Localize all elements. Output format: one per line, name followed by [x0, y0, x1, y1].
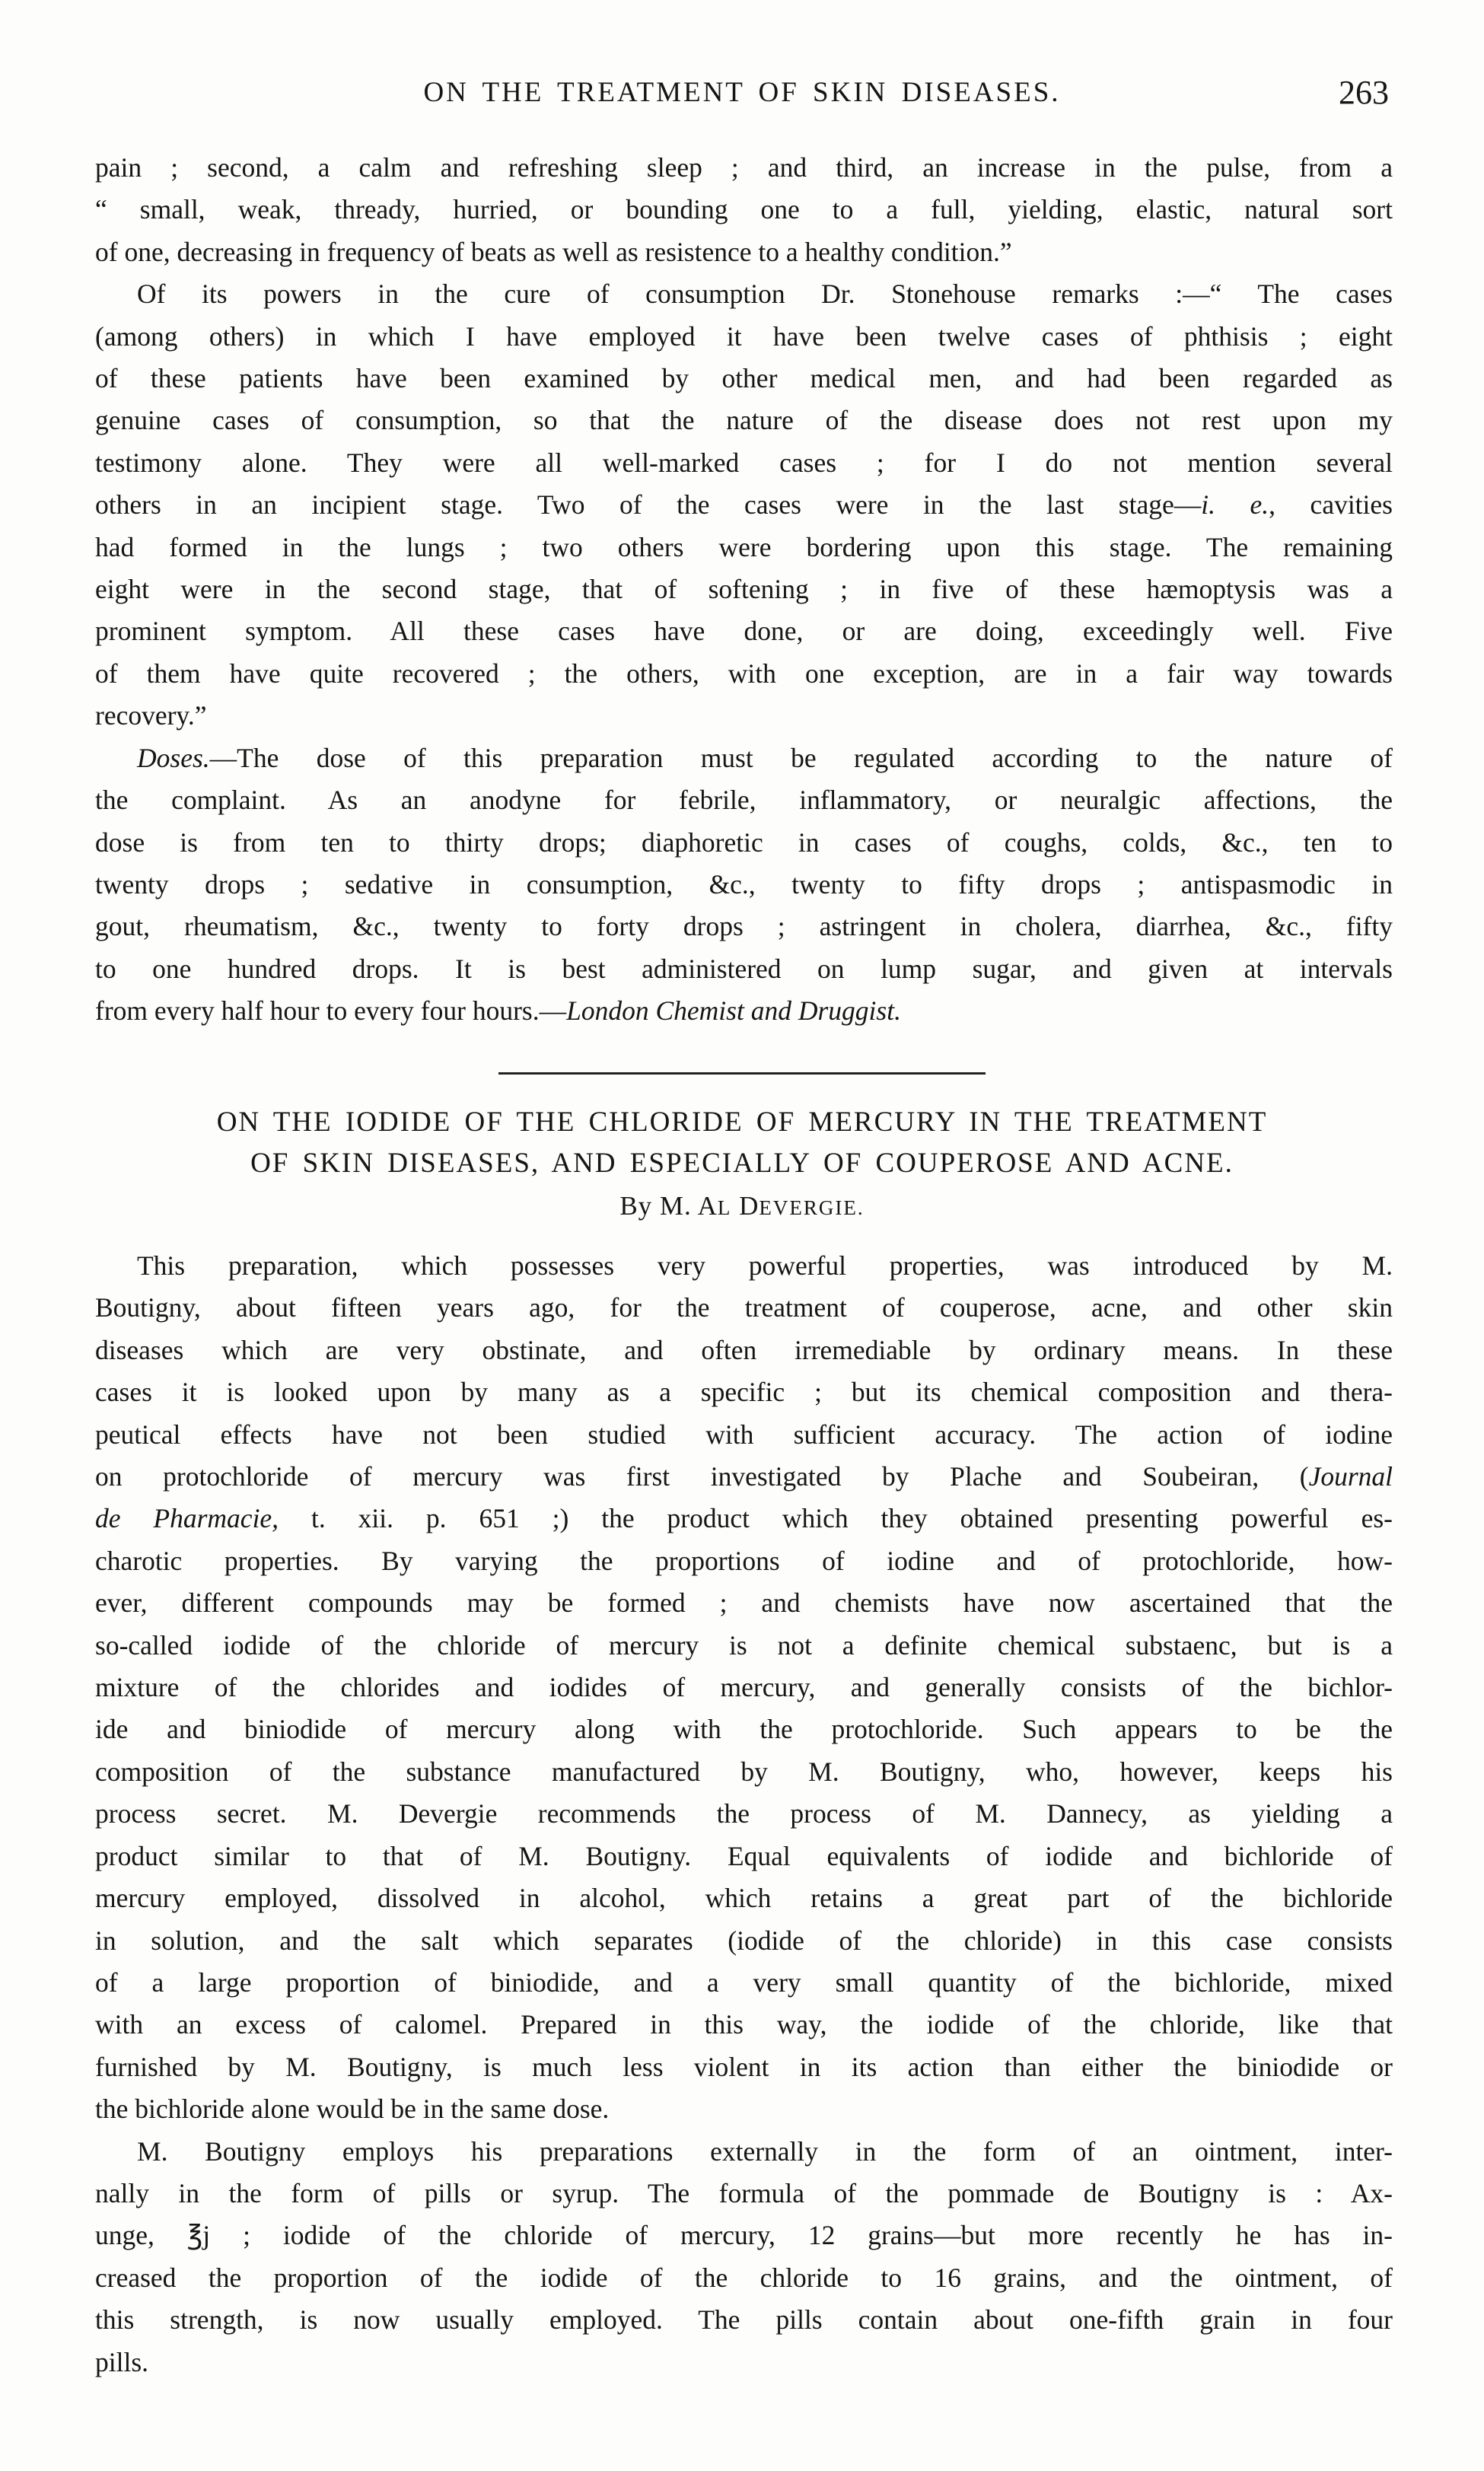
formula-paragraph	[95, 2131, 1393, 2383]
text-line	[95, 990, 1393, 1032]
text-line: nally in the form of pills or syrup. The formula of the pommade de Boutigny is : Ax-	[95, 2177, 1393, 2208]
ie-abbreviation: i. e.	[1201, 489, 1269, 521]
consumption-paragraph	[95, 273, 1393, 737]
text-line: creased the proportion of the iodide of the chloride to 16 grains, and the ointment, of	[95, 2262, 1393, 2293]
article-title-line: OF SKIN DISEASES, AND ESPECIALLY OF COUPEROSE AND ACNE.	[250, 1148, 1234, 1179]
text-line: eight were in the second stage, that of softening ; in five of these hæmoptysis was a	[95, 574, 1393, 605]
text-line: of one, decreasing in frequency of beats as well as resistence to a healthy condition.”	[95, 236, 1012, 267]
text-line: product similar to that of M. Boutigny. Equal equivalents of iodide and bichloride of	[95, 1840, 1393, 1871]
text-line: this strength, is now usually employed. The pills contain about one-fifth grain in four	[95, 2304, 1393, 2336]
text-line: mixture of the chlorides and iodides of mercury, and generally consists of the bichlor-	[95, 1672, 1393, 1703]
article-title	[0, 1102, 1484, 1184]
text-segment: —The dose of this preparation must be regulated according to the nature of	[209, 742, 1393, 773]
byline-text: EVERGIE.	[759, 1196, 865, 1219]
text-line: charotic properties. By varying the proportions of iodine and of protochloride, how-	[95, 1545, 1393, 1576]
doses-label: Doses.	[137, 742, 210, 773]
text-line	[95, 1456, 1393, 1498]
quote-paragraph	[95, 147, 1393, 273]
page-number: 263	[1339, 74, 1389, 111]
byline-text: L	[717, 1196, 732, 1219]
text-line: of a large proportion of biniodide, and a very small quantity of the bichloride, mixed	[95, 1966, 1393, 1998]
text-segment: t. xii. p. 651 ;) the product which they obtained presenting powerful es-	[279, 1503, 1393, 1534]
text-line: to one hundred drops. It is best administered on lump sugar, and given at intervals	[95, 953, 1393, 984]
text-line: with an excess of calomel. Prepared in this way, the iodide of the chloride, like that	[95, 2009, 1393, 2040]
text-line: gout, rheumatism, &c., twenty to forty drops ; astringent in cholera, diarrhea, &c., fifty	[95, 911, 1393, 942]
text-line: mercury employed, dissolved in alcohol, which retains a great part of the bichloride	[95, 1883, 1393, 1914]
text-line: ever, different compounds may be formed ; and chemists have now ascertained that the	[95, 1587, 1393, 1619]
text-line: “ small, weak, thready, hurried, or bounding one to a full, yielding, elastic, natural sort	[95, 194, 1393, 225]
text-line: prominent symptom. All these cases have done, or are doing, exceedingly well. Five	[95, 616, 1393, 647]
text-line: ide and biniodide of mercury along with the protochloride. Such appears to be the	[95, 1714, 1393, 1745]
text-line: genuine cases of consumption, so that the nature of the disease does not rest upon my	[95, 405, 1393, 436]
text-line: composition of the substance manufactured by M. Boutigny, who, however, keeps his	[95, 1756, 1393, 1787]
text-line: furnished by M. Boutigny, is much less violent in its action than either the biniodide or	[95, 2051, 1393, 2082]
text-line: Boutigny, about fifteen years ago, for the treatment of couperose, acne, and other skin	[95, 1292, 1393, 1323]
text-line: the bichloride alone would be in the same dose.	[95, 2094, 610, 2125]
text-line	[95, 484, 1393, 526]
doses-paragraph	[95, 737, 1393, 1033]
text-segment: from every half hour to every four hours.—	[95, 995, 567, 1027]
text-line: pills.	[95, 2346, 149, 2377]
text-line: cases it is looked upon by many as a specific ; but its chemical composition and thera-	[95, 1377, 1393, 1408]
section-divider	[498, 1072, 986, 1075]
running-header	[0, 76, 1484, 122]
text-line: process secret. M. Devergie recommends the process of M. Dannecy, as yielding a	[95, 1798, 1393, 1829]
body-paragraph	[95, 1245, 1393, 2131]
text-line: Of its powers in the cure of consumption Dr. Stonehouse remarks :—“ The cases	[137, 279, 1393, 310]
previous-article-text	[95, 147, 1393, 1033]
text-line: M. Boutigny employs his preparations externally in the form of an ointment, inter-	[137, 2135, 1393, 2167]
text-line: unge, ℥j ; iodide of the chloride of mercury, 12 grains—but more recently he has in-	[95, 2220, 1393, 2251]
byline	[0, 1191, 1484, 1221]
text-line: twenty drops ; sedative in consumption, &c., twenty to fifty drops ; antispasmodic in	[95, 868, 1393, 900]
text-line: in solution, and the salt which separates (iodide of the chloride) in this case consists	[95, 1925, 1393, 1956]
text-line: diseases which are very obstinate, and often irremediable by ordinary means. In these	[95, 1334, 1393, 1365]
text-line: had formed in the lungs ; two others were bordering upon this stage. The remaining	[95, 531, 1393, 562]
text-line	[95, 737, 1393, 779]
text-line: testimony alone. They were all well-marked cases ; for I do not mention several	[95, 447, 1393, 478]
byline-text: By M. A	[619, 1191, 718, 1221]
text-line: the complaint. As an anodyne for febrile, inflammatory, or neuralgic affections, the	[95, 785, 1393, 816]
text-line: of these patients have been examined by other medical men, and had been regarded as	[95, 363, 1393, 394]
text-segment: , cavities	[1269, 489, 1393, 521]
text-line: recovery.”	[95, 700, 207, 731]
article-title-line: ON THE IODIDE OF THE CHLORIDE OF MERCURY IN THE TREATMENT	[216, 1107, 1268, 1138]
running-title: ON THE TREATMENT OF SKIN DISEASES.	[423, 77, 1061, 108]
journal-name: Journal	[1308, 1461, 1393, 1492]
text-line: dose is from ten to thirty drops; diaphoretic in cases of coughs, colds, &c., ten to	[95, 826, 1393, 858]
text-segment: on protochloride of mercury was first investigated by Plache and Soubeiran, (	[95, 1461, 1309, 1492]
source-citation: London Chemist and Druggist.	[566, 995, 901, 1027]
journal-name: de Pharmacie,	[95, 1503, 279, 1534]
text-line: so-called iodide of the chloride of mercury is not a definite chemical substaenc, but is a	[95, 1629, 1393, 1661]
article-body	[95, 1245, 1393, 2383]
text-line: pain ; second, a calm and refreshing sleep ; and third, an increase in the pulse, from a	[95, 152, 1393, 183]
byline-text: D	[731, 1191, 760, 1221]
text-line: peutical effects have not been studied with sufficient accuracy. The action of iodine	[95, 1419, 1393, 1450]
text-line: (among others) in which I have employed it have been twelve cases of phthisis ; eight	[95, 320, 1393, 352]
text-line	[95, 1498, 1393, 1540]
text-segment: others in an incipient stage. Two of the cases were in the last stage—	[95, 489, 1202, 521]
text-line: This preparation, which possesses very powerful properties, was introduced by M.	[137, 1250, 1393, 1281]
text-line: of them have quite recovered ; the others, with one exception, are in a fair way towards	[95, 658, 1393, 689]
